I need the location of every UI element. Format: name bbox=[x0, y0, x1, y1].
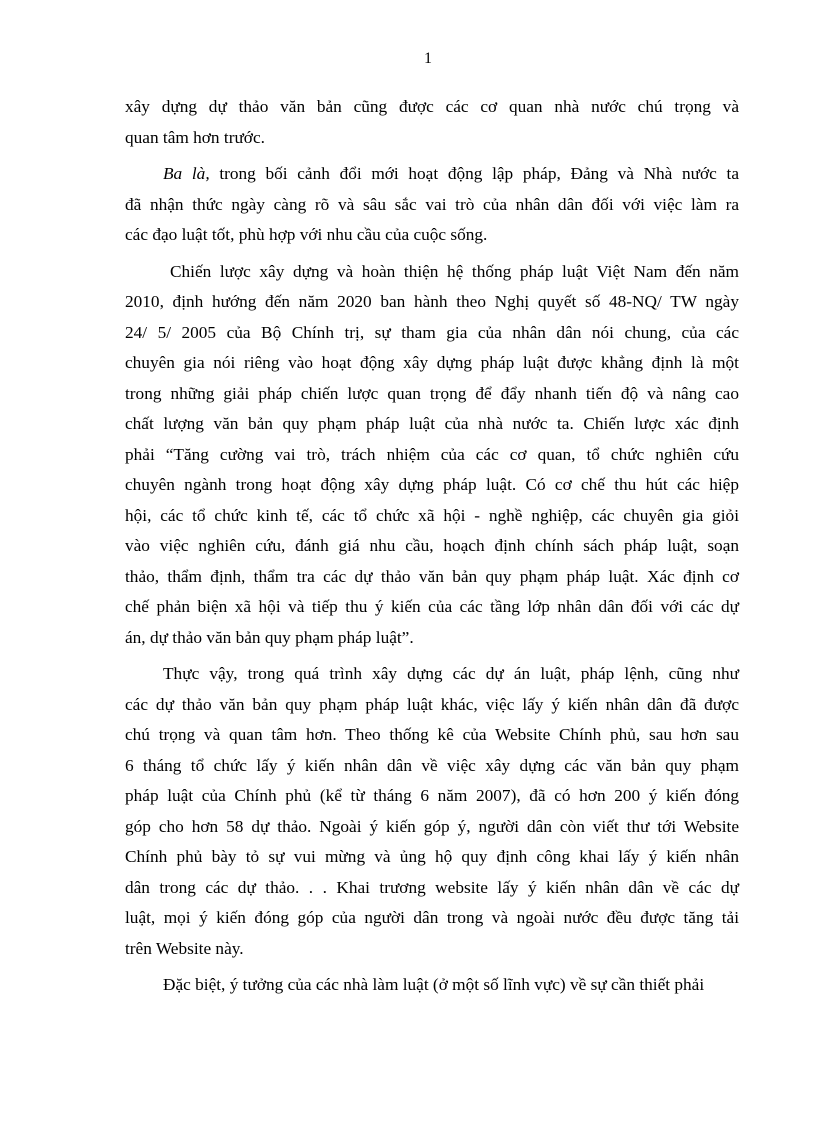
text-line: chế phản biện xã hội và tiếp thu ý kiến của các tầng lớp nhân dân đối với các dự bbox=[125, 597, 739, 616]
text-line: xây dựng dự thảo văn bản cũng được các cơ quan nhà nước chú trọng và bbox=[125, 97, 739, 116]
text-line: chuyên ngành trong hoạt động xây dựng pháp luật. Có cơ chế thu hút các hiệp bbox=[125, 475, 739, 494]
text-line: vào việc nghiên cứu, đánh giá nhu cầu, hoạch định chính sách pháp luật, soạn bbox=[125, 536, 739, 555]
text-line: trên Website này. bbox=[125, 938, 244, 958]
text-line: Đặc biệt, ý tưởng của các nhà làm luật (ở một số lĩnh vực) về sự cần thiết phải bbox=[163, 975, 705, 994]
text-line: Thực vậy, trong quá trình xây dựng các dự án luật, pháp lệnh, cũng như bbox=[163, 664, 739, 683]
document-body bbox=[125, 92, 739, 1001]
text-line: quan tâm hơn trước. bbox=[125, 127, 265, 147]
text-line: trong những giải pháp chiến lược quan trọng để đẩy nhanh tiến độ và nâng cao bbox=[125, 383, 739, 403]
page-number: 1 bbox=[424, 50, 432, 67]
paragraph-4 bbox=[125, 659, 739, 964]
paragraph-1 bbox=[125, 92, 739, 153]
text-line: các đạo luật tốt, phù hợp với nhu cầu của cuộc sống. bbox=[125, 225, 488, 244]
text-line: Chính phủ bày tỏ sự vui mừng và ủng hộ quy định công khai lấy ý kiến nhân bbox=[125, 847, 739, 866]
text-line: dân trong các dự thảo. . . Khai trương website lấy ý kiến nhân dân về các dự bbox=[125, 877, 739, 897]
text-line: chuyên gia nói riêng vào hoạt động xây dựng pháp luật được khẳng định là một bbox=[125, 353, 739, 372]
text-line: luật, mọi ý kiến đóng góp của người dân trong và ngoài nước đều được tăng tải bbox=[125, 908, 739, 927]
text-line bbox=[125, 159, 739, 190]
text-line: 24/ 5/ 2005 của Bộ Chính trị, sự tham gia của nhân dân nói chung, của các bbox=[125, 322, 739, 342]
text-line: góp cho hơn 58 dự thảo. Ngoài ý kiến góp ý, người dân còn viết thư tới Website bbox=[125, 816, 739, 836]
paragraph-2 bbox=[125, 159, 739, 251]
text-line: chú trọng và quan tâm hơn. Theo thống kê của Website Chính phủ, sau hơn sau bbox=[125, 725, 739, 744]
paragraph-3 bbox=[125, 257, 739, 654]
text-fragment: trong bối cảnh đổi mới hoạt động lập pháp, Đảng và Nhà nước ta bbox=[209, 164, 740, 183]
text-line: án, dự thảo văn bản quy phạm pháp luật”. bbox=[125, 627, 414, 647]
text-line: 2010, định hướng đến năm 2020 ban hành theo Nghị quyết số 48-NQ/ TW ngày bbox=[125, 292, 739, 311]
text-line: thảo, thẩm định, thẩm tra các dự thảo văn bản quy phạm pháp luật. Xác định cơ bbox=[125, 566, 739, 586]
text-line: đã nhận thức ngày càng rõ và sâu sắc vai trò của nhân dân đối với việc làm ra bbox=[125, 194, 739, 214]
text-line: chất lượng văn bản quy phạm pháp luật của nhà nước ta. Chiến lược xác định bbox=[125, 414, 739, 433]
paragraph-5 bbox=[125, 970, 739, 1001]
text-line: Chiến lược xây dựng và hoàn thiện hệ thống pháp luật Việt Nam đến năm bbox=[170, 261, 739, 281]
text-line: các dự thảo văn bản quy phạm pháp luật khác, việc lấy ý kiến nhân dân đã được bbox=[125, 694, 739, 714]
text-line: hội, các tổ chức kinh tế, các tổ chức xã hội - nghề nghiệp, các chuyên gia giỏi bbox=[125, 505, 739, 525]
italic-lead: Ba là, bbox=[163, 164, 210, 183]
text-line: phải “Tăng cường vai trò, trách nhiệm của các cơ quan, tổ chức nghiên cứu bbox=[125, 444, 739, 464]
text-line: pháp luật của Chính phủ (kể từ tháng 6 năm 2007), đã có hơn 200 ý kiến đóng bbox=[125, 786, 739, 805]
text-line: 6 tháng tổ chức lấy ý kiến nhân dân về việc xây dựng các văn bản quy phạm bbox=[125, 755, 739, 775]
